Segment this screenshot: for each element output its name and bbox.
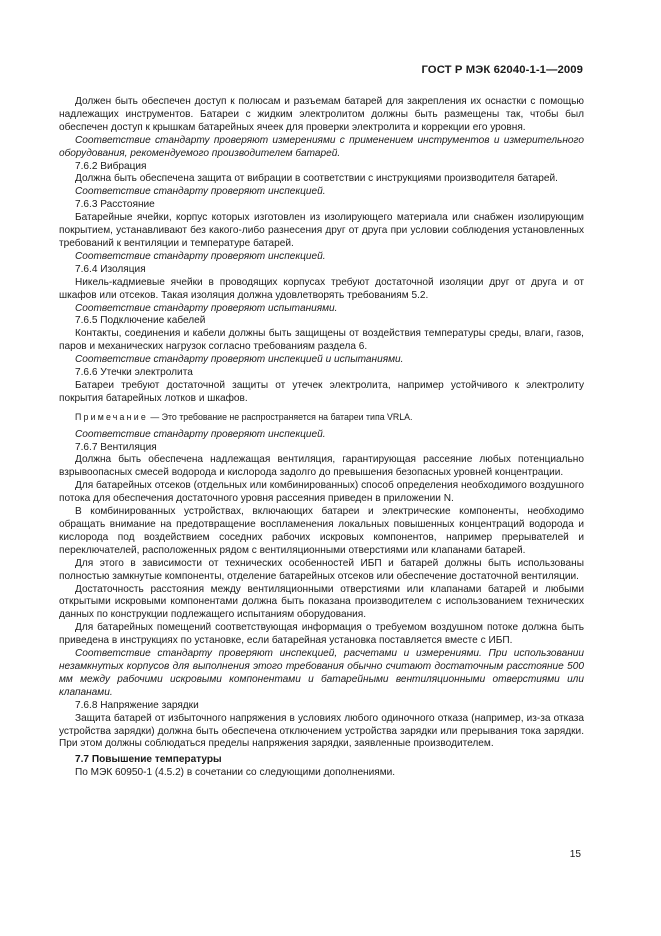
compliance-note: Соответствие стандарту проверяют инспекцией. [75,428,326,440]
section-heading: 7.6.8 Напряжение зарядки [75,699,199,711]
paragraph: Батареи требуют достаточной защиты от утечек электролита, например устойчивого к электролиту покрытия батарейных лотков и шкафов. [59,379,584,404]
compliance-note: Соответствие стандарту проверяют инспекцией и испытаниями. [75,354,404,366]
section-heading: 7.6.3 Расстояние [75,199,155,211]
paragraph: Батарейные ячейки, корпус которых изготовлен из изолирующего материала или снабжен изолирующим покрытием, устанавливают без какого-либо разнесения друг от друга при условии соблюдения установленных требований к вентиляции и температуре батарей. [59,212,584,249]
section-title: 7.7 Повышение температуры [75,754,222,766]
compliance-note: Соответствие стандарту проверяют испытаниями. [75,302,338,314]
paragraph: Достаточность расстояния между вентиляционными отверстиями или клапанами батарей и любыми открытыми искровыми компонентами должна быть показана производителем с использованием технических данных по конструкции подлежащего испытаниям оборудования. [59,583,584,621]
section-heading: 7.6.2 Вибрация [75,160,147,172]
compliance-note: Соответствие стандарту проверяют инспекцией. [75,250,326,262]
section-heading: 7.6.7 Вентиляция [75,441,157,453]
paragraph: В комбинированных устройствах, включающих батареи и электрические компоненты, необходимо обращать внимание на предотвращение воспламенения локальных повышенных концентраций водорода и кислорода под воздействием соседних рабочих искровых компонентов, например прерывателей и переключателей, расположенных рядом с вентиляционными отверстиями или клапанами батарей. [59,506,584,556]
paragraph: Никель-кадмиевые ячейки в проводящих корпусах требуют достаточной изоляции друг от друга и от шкафов или отсеков. Такая изоляция должна удовлетворять требованиям 5.2. [59,276,584,301]
compliance-note: Соответствие стандарту проверяют измерениями с применением инструментов и измерительного оборудования, рекомендуемого производителем батарей. [59,134,584,159]
paragraph: Защита батарей от избыточного напряжения в условиях любого одиночного отказа (например, из-за отказа устройства зарядки) должна быть обеспечена отключением устройства зарядки или прерывания тока зарядки. При этом должны соблюдаться пределы напряжения зарядки, заявленные производителем. [59,712,584,750]
paragraph: По МЭК 60950-1 (4.5.2) в сочетании со следующими дополнениями. [75,767,396,779]
paragraph: Должна быть обеспечена надлежащая вентиляция, гарантирующая рассеяние любых потенциально взрывоопасных смесей водорода и кислорода задолго до превышения безопасных уровней концентрации. [59,454,584,479]
note-label: Примечание [75,411,148,422]
section-heading: 7.6.4 Изоляция [75,263,146,275]
paragraph: Для батарейных отсеков (отдельных или комбинированных) способ определения необходимого воздушного потока для обеспечения достаточного уровня рассеяния приведен в приложении N. [59,480,584,505]
paragraph: Контакты, соединения и кабели должны быть защищены от воздействия температуры среды, влаги, газов, паров и механических нагрузок согласно требованиям раздела 6. [59,328,584,353]
paragraph: Должен быть обеспечен доступ к полюсам и разъемам батарей для закрепления их оснастки с помощью надлежащих инструментов. Батареи с жидким электролитом должны быть размещены так, чтобы был обеспечен доступ к крышкам батарейных ячеек для проверки электролита и коррекции его уровня. [59,96,584,133]
compliance-note: Соответствие стандарту проверяют инспекцией. [75,186,326,198]
page-number: 15 [569,849,581,860]
paragraph: Для батарейных помещений соответствующая информация о требуемом воздушном потоке должна быть приведена в инструкциях по установке, если батарейная установка поставляется вместе с ИБП. [59,622,584,647]
section-heading: 7.6.5 Подключение кабелей [75,315,206,327]
standard-header: ГОСТ Р МЭК 62040-1-1—2009 [421,64,583,76]
note-text: — Это требование не распространяется на батареи типа VRLA. [150,411,413,422]
note [59,411,584,424]
paragraph: Должна быть обеспечена защита от вибрации в соответствии с инструкциями производителя батарей. [75,173,558,185]
page-body [59,96,584,780]
compliance-note: Соответствие стандарту проверяют инспекцией, расчетами и измерениями. При использовании незамкнутых корпусов для выполнения этого требования обычно считают достаточным расстояние 500 мм между рабочими искровыми компонентами и батарейными вентиляционными отверстиями или клапанами. [59,648,584,698]
paragraph: Для этого в зависимости от технических особенностей ИБП и батарей должны быть использованы полностью замкнутые компоненты, отделение батарейных отсеков или обеспечение достаточной вентиляции. [59,557,584,582]
section-heading: 7.6.6 Утечки электролита [75,367,193,379]
